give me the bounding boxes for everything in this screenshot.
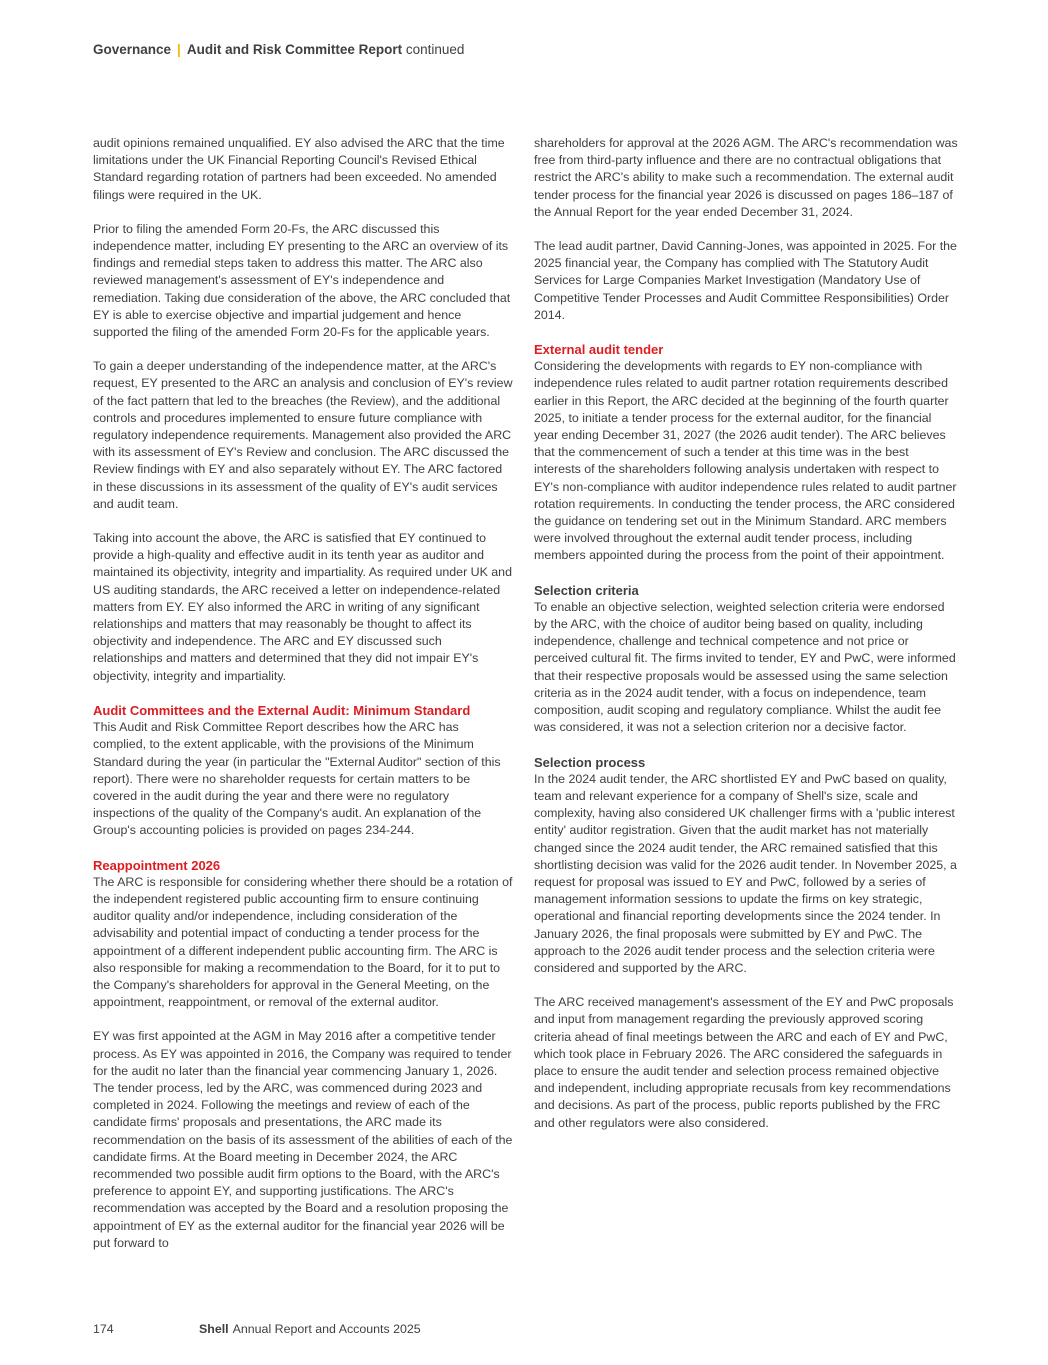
- header-separator: |: [177, 42, 181, 57]
- left-paragraph-4: Taking into account the above, the ARC is satisfied that EY continued to provide a high-quality and effective audit in its tenth year as auditor and maintained its objectivity, integrity and impartiality. As required under UK and US auditing standards, the ARC received a letter on independence-related matters from EY. EY also informed the ARC in writing of any significant relationships and matters that may reasonably be thought to affect its objectivity and independence. The ARC and EY discussed such relationships and matters and determined that they did not impair EY's objectivity, integrity and impartiality.: [93, 531, 512, 683]
- left-column: [93, 135, 513, 1269]
- right-column: [534, 135, 958, 1149]
- left-paragraph-7: EY was first appointed at the AGM in May 2016 after a competitive tender process. As EY was appointed in 2016, the Company was required to tender for the audit no later than the financial year commencing January 1, 2026. The tender process, led by the ARC, was commenced during 2023 and completed in 2024. Following the meetings and review of each of the candidate firms' proposals and presentations, the ARC made its recommendation on the basis of its assessment of the abilities of each of the candidate firms. At the Board meeting in December 2024, the ARC recommended two possible audit firm options to the Board, with the ARC's preference to appoint EY, and supporting justifications. The ARC's recommendation was accepted by the Board and a resolution proposing the appointment of EY as the external auditor for the financial year 2026 will be put forward to: [93, 1029, 513, 1250]
- right-paragraph-3: Considering the developments with regards to EY non-compliance with independence rules related to audit partner rotation requirements described earlier in this Report, the ARC decided at the beginning of the fourth quarter 2025, to initiate a tender process for the external auditor, for the financial year ending December 31, 2027 (the 2026 audit tender). The ARC believes that the commencement of such a tender at this time was in the best interests of the shareholders following analysis undertaken with respect to EY's non-compliance with auditor independence rules related to audit partner rotation requirements. In conducting the tender process, the ARC considered the guidance on tendering set out in the Minimum Standard. ARC members were involved throughout the external audit tender process, including members appointed during the process from the point of their appointment.: [534, 359, 957, 563]
- heading-selection-criteria: Selection criteria: [534, 582, 639, 598]
- left-paragraph-6: The ARC is responsible for considering whether there should be a rotation of the independent registered public accounting firm to ensure continuing auditor quality and/or independence, including consideration of the advisability and potential impact of conducting a tender process for the appointment of a different independent public accounting firm. The ARC is also responsible for making a recommendation to the Board, for it to put to the Company's shareholders for approval in the General Meeting, on the appointment, reappointment, or removal of the external auditor.: [93, 874, 513, 1010]
- left-paragraph-1: audit opinions remained unqualified. EY also advised the ARC that the time limitations under the UK Financial Reporting Council's Revised Ethical Standard regarding rotation of partners had been exceeded. No amended filings were required in the UK.: [93, 136, 505, 202]
- heading-selection-process: Selection process: [534, 754, 646, 770]
- header-suffix: continued: [405, 42, 465, 57]
- page-footer: [93, 1322, 421, 1336]
- left-paragraph-2: Prior to filing the amended Form 20-Fs, the ARC discussed this independence matter, including EY presenting to the ARC an overview of its findings and remedial steps taken to address this matter. The ARC also reviewed management's assessment of EY's independence and remediation. Taking due consideration of the above, the ARC concluded that EY is able to exercise objective and impartial judgement and hence supported the filing of the amended Form 20-Fs for the applicable years.: [93, 221, 511, 340]
- right-paragraph-4: To enable an objective selection, weighted selection criteria were endorsed by the ARC, with the choice of auditor being based on quality, including independence, challenge and technical competence and not price or perceived cultural fit. The firms invited to tender, EY and PwC, were informed that their respective proposals would be assessed using the same selection criteria as in the 2024 audit tender, with a focus on independence, team composition, audit scoping and regulatory compliance. Whilst the audit fee was considered, it was not a selection criterion nor a decisive factor.: [534, 599, 956, 735]
- left-paragraph-3: To gain a deeper understanding of the independence matter, at the ARC's request, EY presented to the ARC an analysis and conclusion of EY's review of the fact pattern that led to the breaches (the Review), and the additional controls and procedures implemented to ensure future compliance with regulatory independence requirements. Management also provided the ARC with its assessment of EY's Review and conclusion. The ARC discussed the Review findings with EY and also separately without EY. The ARC factored in these discussions in its assessment of the quality of EY's audit services and audit team.: [93, 359, 513, 511]
- right-paragraph-6: The ARC received management's assessment of the EY and PwC proposals and input from management regarding the previously approved scoring criteria ahead of final meetings between the ARC and each of EY and PwC, which took place in February 2026. The ARC considered the safeguards in place to ensure the audit tender and selection process remained objective and independent, including appropriate recusals from key recommendations and decisions. As part of the process, public reports published by the FRC and other regulators were also considered.: [534, 995, 954, 1130]
- footer-brand: Shell: [199, 1322, 229, 1336]
- right-paragraph-2: The lead audit partner, David Canning-Jones, was appointed in 2025. For the 2025 financial year, the Company has complied with The Statutory Audit Services for Large Companies Market Investigation (Mandatory Use of Competitive Tender Processes and Audit Committee Responsibilities) Order 2014.: [534, 239, 957, 322]
- page-number: 174: [93, 1322, 114, 1336]
- page-header: [93, 42, 464, 57]
- left-paragraph-5: This Audit and Risk Committee Report describes how the ARC has complied, to the extent applicable, with the provisions of the Minimum Standard during the year (in particular the "External Auditor" section of this report). There were no shareholder requests for certain matters to be covered in the audit during the year and there were no regulatory inspections of the quality of the Company's audit. An explanation of the Group's accounting policies is provided on pages 234-244.: [93, 720, 501, 838]
- heading-reappointment-2026: Reappointment 2026: [93, 857, 221, 873]
- footer-publication: Annual Report and Accounts 2025: [232, 1322, 421, 1336]
- right-paragraph-1: shareholders for approval at the 2026 AGM. The ARC's recommendation was free from third-party influence and there are no contractual obligations that restrict the ARC's ability to make such a recommendation. The external audit tender process for the financial year 2026 is discussed on pages 186–187 of the Annual Report for the year ended December 31, 2024.: [534, 136, 958, 219]
- header-section: Governance: [93, 42, 172, 57]
- heading-external-audit-tender: External audit tender: [534, 342, 664, 358]
- header-title: Audit and Risk Committee Report: [186, 42, 403, 57]
- heading-minimum-standard: Audit Committees and the External Audit: Minimum Standard: [93, 702, 471, 718]
- right-paragraph-5: In the 2024 audit tender, the ARC shortlisted EY and PwC based on quality, team and relevant experience for a company of Shell's size, scale and complexity, having also considered UK challenger firms with a 'public interest entity' auditor registration. Given that the audit market has not materially changed since the 2024 audit tender, the ARC remained satisfied that this shortlisting decision was valid for the 2026 audit tender. In November 2025, a request for proposal was issued to EY and PwC, followed by a series of management information sessions to update the firms on key strategic, operational and financial reporting developments since the 2024 tender. In January 2026, the final proposals were submitted by EY and PwC. The approach to the 2026 audit tender process and the selection criteria were considered and supported by the ARC.: [534, 771, 957, 975]
